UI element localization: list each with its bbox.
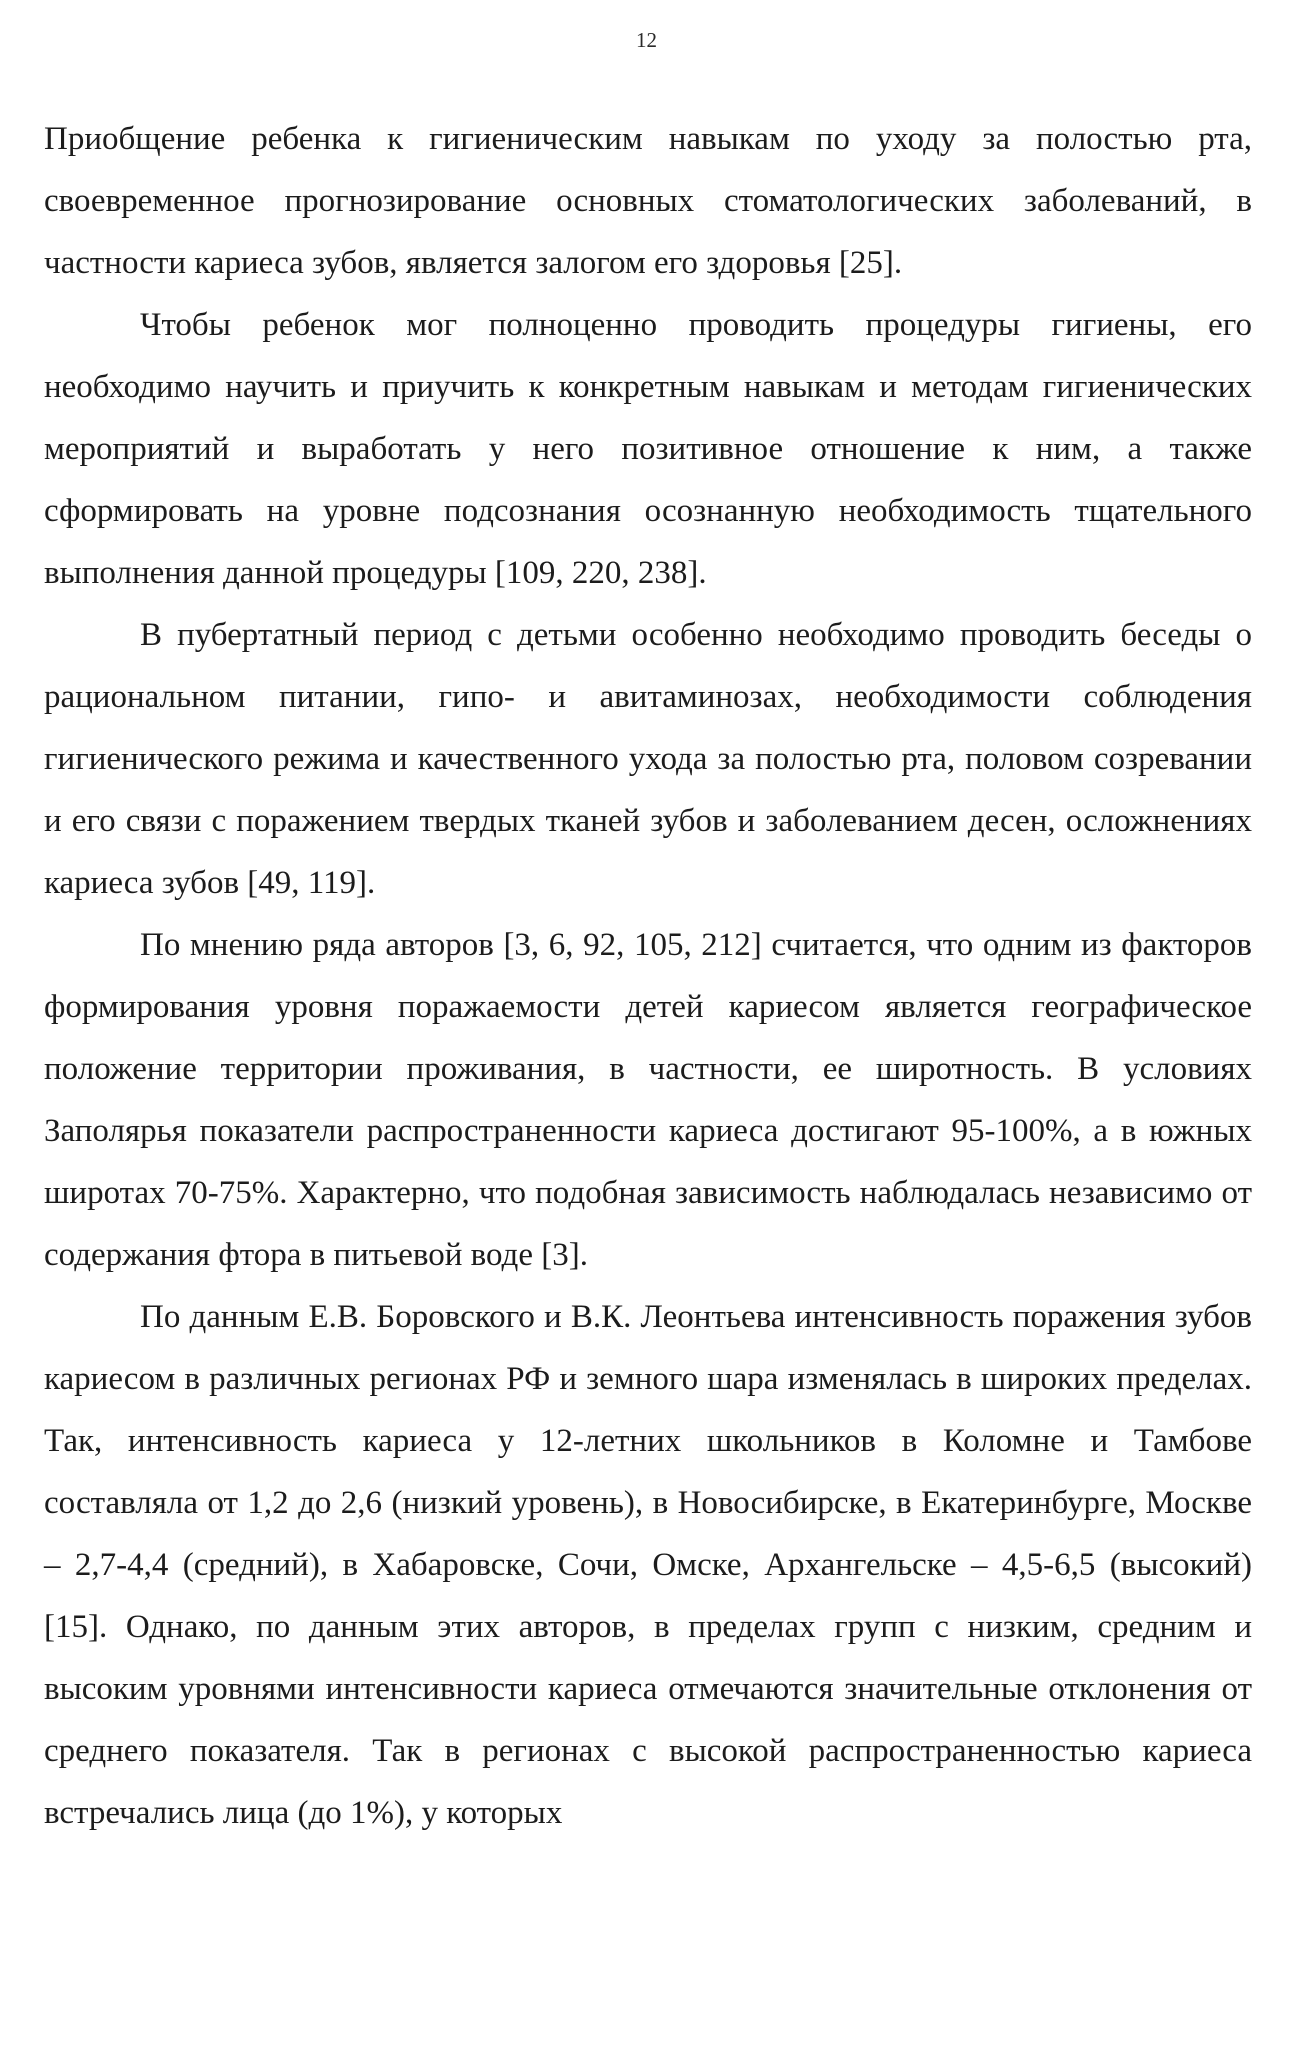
page-number: 12	[636, 28, 657, 52]
paragraph-geography-factor: По мнению ряда авторов [3, 6, 92, 105, 212] считается, что одним из факторов формирования уровня поражаемости детей кариесом является географическое положение территории проживания, в частности, ее широтность. В условиях Заполярья показатели распространенности кариеса достигают 95-100%, а в южных широтах 70-75%. Характерно, что подобная зависимость наблюдалась независимо от содержания фтора в питьевой воде [3].	[44, 927, 1252, 1273]
paragraph-puberty-period: В пубертатный период с детьми особенно необходимо проводить беседы о рациональном питании, гипо- и авитаминозах, необходимости соблюдения гигиенического режима и качественного ухода за полостью рта, половом созревании и его связи с поражением твердых тканей зубов и заболеванием десен, осложнениях кариеса зубов [49, 119].	[44, 617, 1252, 901]
paragraph-regional-intensity: По данным Е.В. Боровского и В.К. Леонтьева интенсивность поражения зубов кариесом в различных регионах РФ и земного шара изменялась в широких пределах. Так, интенсивность кариеса у 12-летних школьников в Коломне и Тамбове составляла от 1,2 до 2,6 (низкий уровень), в Новосибирске, в Екатеринбурге, Москве – 2,7-4,4 (средний), в Хабаровске, Сочи, Омске, Архангельске – 4,5-6,5 (высокий) [15]. Однако, по данным этих авторов, в пределах групп с низким, средним и высоким уровнями интенсивности кариеса отмечаются значительные отклонения от среднего показателя. Так в регионах с высокой распространенностью кариеса встречались лица (до 1%), у которых	[44, 1299, 1252, 1831]
paragraph-hygiene-procedures: Чтобы ребенок мог полноценно проводить процедуры гигиены, его необходимо научить и приучить к конкретным навыкам и методам гигиенических мероприятий и выработать у него позитивное отношение к ним, а также сформировать на уровне подсознания осознанную необходимость тщательного выполнения данной процедуры [109, 220, 238].	[44, 307, 1252, 591]
paragraph-hygiene-intro: Приобщение ребенка к гигиеническим навыкам по уходу за полостью рта, своевременное прогнозирование основных стоматологических заболеваний, в частности кариеса зубов, является залогом его здоровья [25].	[44, 121, 1252, 281]
document-body	[44, 108, 1252, 1844]
